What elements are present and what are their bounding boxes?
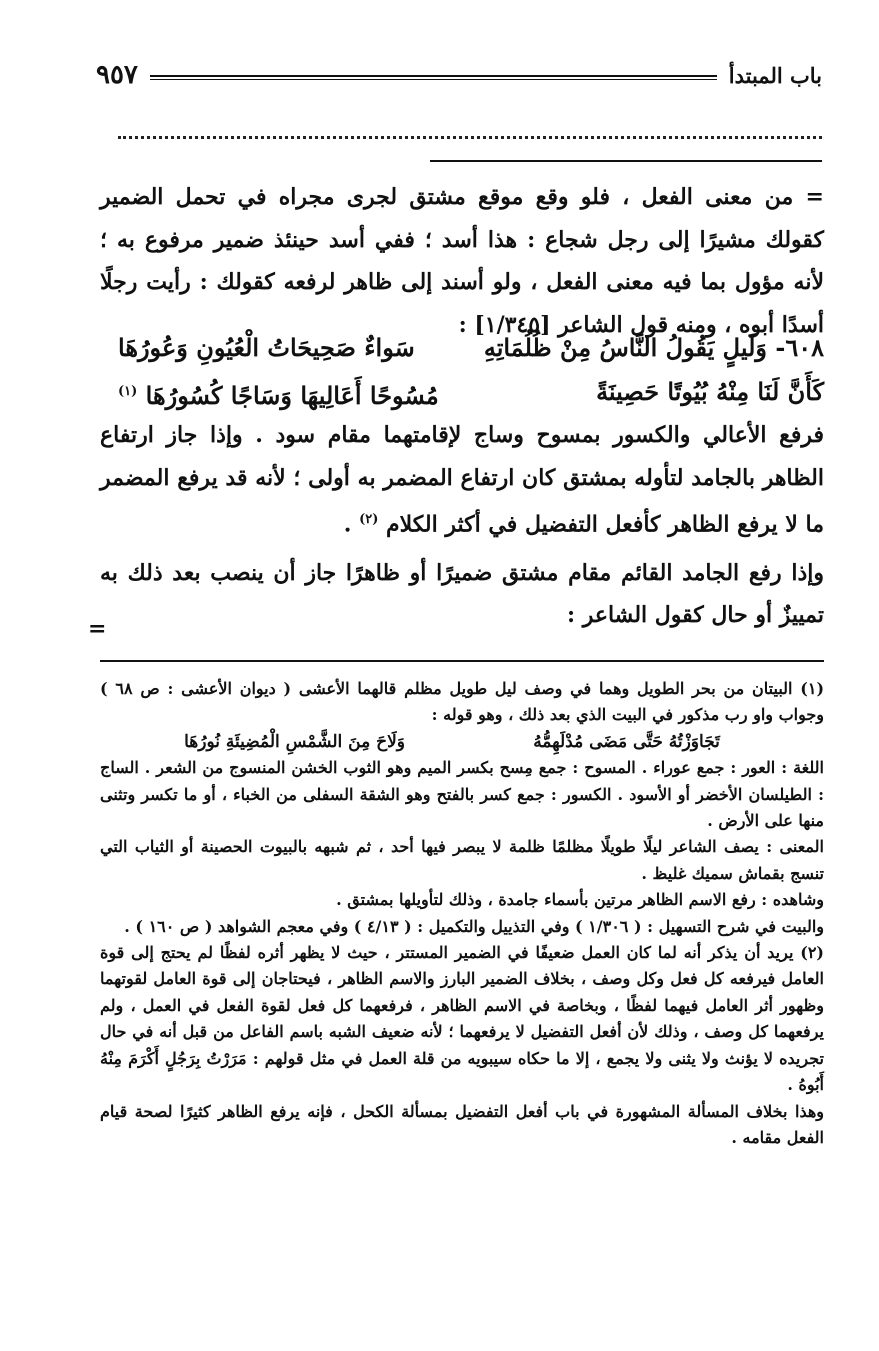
footnote-verse [100,729,824,755]
verse-2-first-hemistich: كَأَنَّ لَنَا مِنْهُ بُيُوتًا حَصِينَةً [596,377,824,406]
dotted-separator [118,128,822,139]
shahid-label: وشاهده : [761,890,824,910]
lugha-label: اللغة : [781,758,825,778]
verse-1-second-hemistich: سَواءٌ صَحِيحَاتُ الْعُيُونِ وَعُورُهَا [118,333,415,362]
paragraph-2-end: . [343,511,360,538]
footnote-2: (٢) يريد أن يذكر أنه لما كان العمل ضعيفًا في الضمير المستتر ، حيث لا يظهر أثره لفظًا لم يحتج إلى قوة العامل فيرفعه كل فعل وكل وصف ، بخلاف الضمير البارز والاسم الظاهر ، فيحتاجان إلى قوة العامل لقوتهما وظهور أثر العامل فيهما لفظًا ، وبخاصة في الاسم الظاهر ، فرفعهما كل فعل لقوة الفعل في العمل ، ولم يرفعهما كل وصف ، وذلك لأن أفعل التفضيل لا يرفعهما ؛ لأنه ضعيف الشبه باسم الفاعل من قبل أنه في حال تجريده لا يؤنث ولا يثنى ولا يجمع ، إلا ما حكاه سيبويه من قلة العمل في مثل قولهم : مَرَرْتُ بِرَجُلٍ أَكْرَمَ مِنْهُ أَبُوهُ . [100,943,825,1095]
lugha-text: العور : جمع عوراء . المسوح : جمع مِسح بكسر الميم وهو الثوب الخشن المنسوج من الشعر . الساج : الطيلسان الأخضر أو الأسود . الكسور : جمع كسر بالفتح وهو الشقة السفلى من الخباء ، أو ما تكسر وتثنى منها على الأرض . [100,758,824,831]
header-rule [150,75,717,80]
verse-2-second-hemistich: مُسُوحًا أَعَالِيهَا وَسَاجًا كُسُورُهَا [145,381,439,410]
shahid-text: رفع الاسم الظاهر مرتين بأسماء جامدة ، وذلك لتأويلها بمشتق . [336,890,762,910]
footnote-1-lead: (١) البيتان [752,679,825,698]
continuation-mark: = [88,616,107,642]
paragraph-2 [100,414,824,546]
verse-1-first-text: وَلَيلٍ يَقُولُ النَّاسُ مِنْ ظُلُمَاتِهِ [483,333,767,362]
poem-block [118,326,824,414]
paragraph-1: = من معنى الفعل ، فلو وقع موقع مشتق لجرى مجراه في تحمل الضمير كقولك مشيرًا إلى رجل شجاع : هذا أسد ؛ ففي أسد حينئذ ضمير مرفوع به ؛ لأنه مؤول بما فيه معنى الفعل ، ولو أسند إلى ظاهر لرفعه كقولك : رأيت رجلًا أسدًا أبوه ، ومنه قول الشاعر [١/٣٤٥] : [100,184,824,338]
paragraph-3: وإذا رفع الجامد القائم مقام مشتق ضميرًا أو ظاهرًا جاز أن ينصب بعد ذلك به تمييزٌ أو حال كقول الشاعر : [100,559,824,629]
main-text [100,176,824,346]
chapter-title: باب المبتدأ [728,62,822,88]
footnote-2-end: وهذا بخلاف المسألة المشهورة في باب أفعل التفضيل بمسألة الكحل ، فإنه يرفع الظاهر كثيرًا لصحة قيام الفعل مقامه . [100,1101,824,1147]
page-number: ٩٥٧ [96,60,138,90]
verse-2-second-hemistich-wrap [118,370,439,414]
footnote-1 [100,676,824,729]
verse-number: ٦٠٨- [775,333,824,362]
main-text-continued [100,414,824,637]
footnote-verse-second: وَلَاحَ مِنَ الشَّمْسِ الْمُضِيئَةِ نُورُهَا [184,731,405,752]
page-header [96,58,822,92]
maana-text: يصف الشاعر ليلًا طويلًا مظلمًا ظلمة لا يبصر فيها أحد ، ثم شبهه بالبيوت الحصينة أو الثياب التي تنسج بقماش سميك غليظ . [100,837,824,883]
footnote-rule [100,660,824,662]
footnote-verse-first: تَجَاوَزْتُهُ حَتَّى مَضَى مُدْلَهِمُّهُ [533,731,720,752]
footnote-ref-1: (١) [118,384,138,399]
footnote-lugha [100,755,824,834]
footnotes [100,676,824,1151]
footnote-maana [100,834,824,887]
maana-label: المعنى : [766,837,825,857]
short-separator-line [430,160,822,162]
footnote-source: والبيت في شرح التسهيل : ( ١/٣٠٦ ) وفي التذييل والتكميل : ( ٤/١٣ ) وفي معجم الشواهد ( ص ١٦٠ ) . [124,916,824,936]
verse-1-first-hemistich [484,326,824,370]
verse-line-2 [118,370,824,414]
paragraph-2-text: فرفع الأعالي والكسور بمسوح وساج لإقامتهما مقام سود . وإذا جاز ارتفاع الظاهر بالجامد لتأوله بمشتق كان ارتفاع المضمر به أولى ؛ لأنه قد يرفع المضمر ما لا يرفع الظاهر كأفعل التفضيل في أكثر الكلام [100,422,824,538]
footnote-1-text: من بحر الطويل وهما في وصف ليل طويل مظلم قالهما الأعشى ( ديوان الأعشى : ص ٦٨ ) وجواب واو رب مذكور في البيت الذي بعد ذلك ، وهو قوله : [100,679,824,725]
verse-line-1 [118,326,824,370]
footnote-shahid [100,887,824,913]
footnote-ref-2: (٢) [359,512,379,527]
